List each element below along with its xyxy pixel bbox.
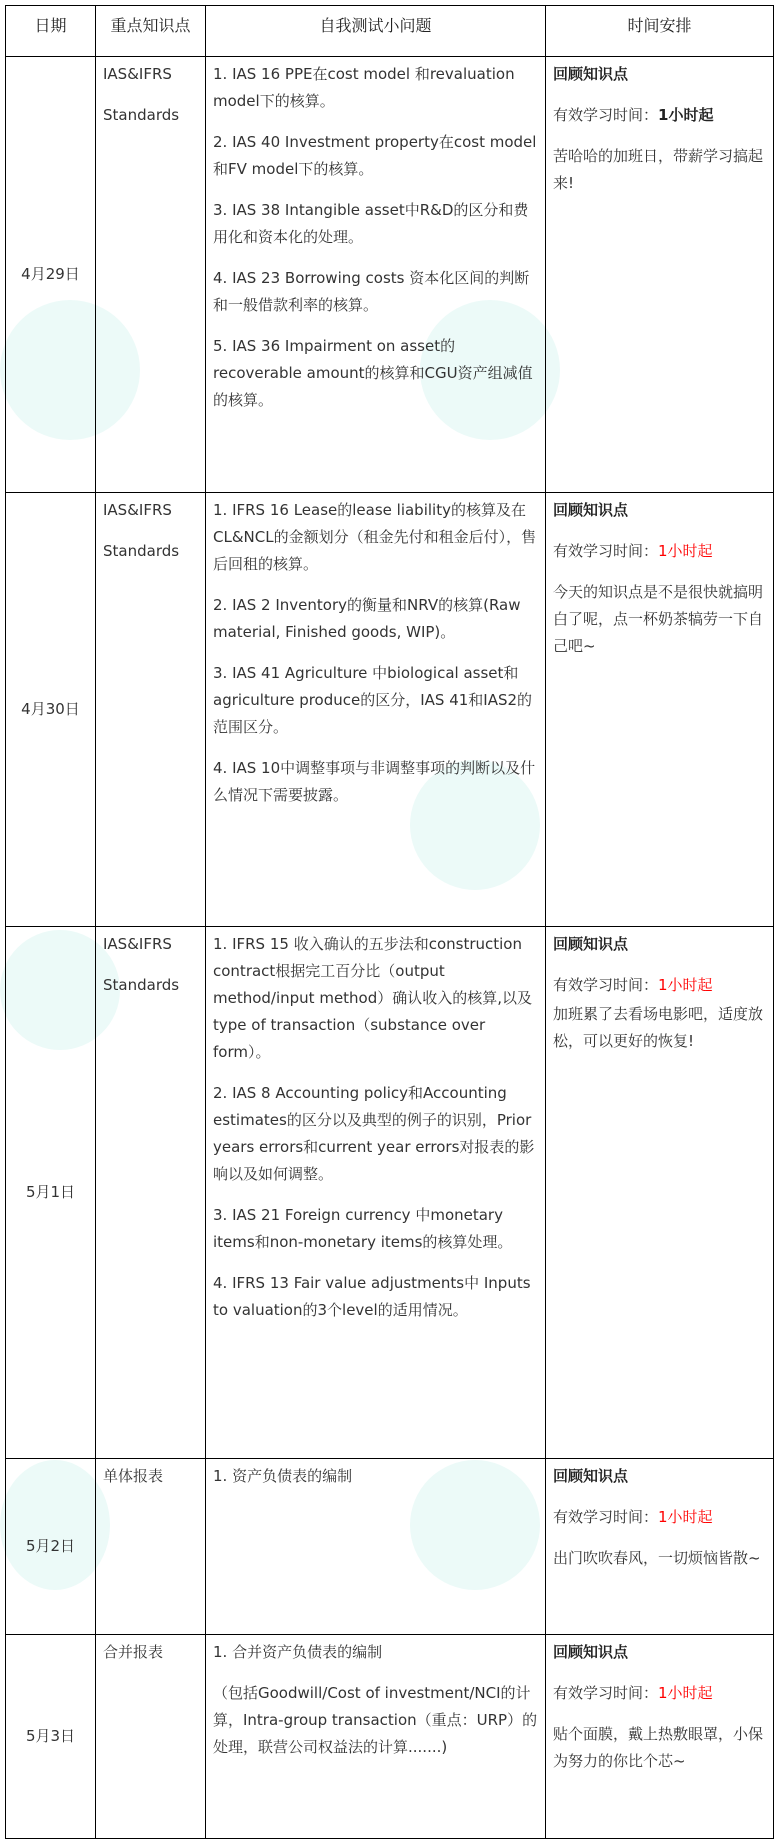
question-item: 1. IFRS 16 Lease的lease liability的核算及在CL&NCL的金额划分（租金先付和租金后付），售后回租的核算。	[213, 501, 537, 573]
date-cell	[6, 493, 96, 927]
table-row	[6, 927, 774, 1459]
schedule-cell	[546, 57, 774, 493]
date-cell	[6, 1459, 96, 1635]
topic-text: IAS&IFRS	[103, 65, 172, 83]
study-time-label: 有效学习时间：	[553, 1684, 659, 1702]
questions-cell	[206, 57, 546, 493]
questions-cell	[206, 1635, 546, 1839]
study-time-label: 有效学习时间：	[553, 106, 659, 124]
review-title: 回顾知识点	[553, 935, 629, 953]
study-time-line	[553, 1504, 766, 1531]
study-time-line	[553, 102, 766, 129]
encouragement-note: 今天的知识点是不是很快就搞明白了呢，点一杯奶茶犒劳一下自己吧~	[553, 583, 764, 655]
questions-cell	[206, 927, 546, 1459]
study-time-label: 有效学习时间：	[553, 1508, 659, 1526]
study-time-line	[553, 1680, 766, 1707]
table-row	[6, 493, 774, 927]
study-time-value: 1小时起	[658, 976, 713, 994]
question-item: 3. IAS 41 Agriculture 中biological asset和agriculture produce的区分，IAS 41和IAS2的范围区分。	[213, 664, 533, 736]
topic-cell	[96, 1459, 206, 1635]
question-item: 4. IAS 10中调整事项与非调整事项的判断以及什么情况下需要披露。	[213, 759, 536, 804]
topic-text: Standards	[103, 106, 180, 124]
review-title: 回顾知识点	[553, 1643, 629, 1661]
table-row	[6, 1459, 774, 1635]
header-schedule: 时间安排	[546, 6, 774, 57]
date-cell	[6, 927, 96, 1459]
topic-cell	[96, 1635, 206, 1839]
header-topic: 重点知识点	[96, 6, 206, 57]
question-item: 1. 合并资产负债表的编制	[213, 1643, 383, 1661]
question-item: 2. IAS 2 Inventory的衡量和NRV的核算(Raw material, Finished goods, WIP)。	[213, 596, 521, 641]
date-cell	[6, 1635, 96, 1839]
question-item: 1. IFRS 15 收入确认的五步法和construction contract根据完工百分比（output method/input method）确认收入的核算,以及type of transaction（substance over form）。	[213, 935, 533, 1061]
review-title: 回顾知识点	[553, 1467, 629, 1485]
schedule-cell	[546, 1635, 774, 1839]
topic-cell	[96, 493, 206, 927]
encouragement-note: 苦哈哈的加班日，带薪学习搞起来!	[553, 147, 764, 192]
question-item: 2. IAS 40 Investment property在cost model和FV model下的核算。	[213, 133, 537, 178]
encouragement-note: 加班累了去看场电影吧，适度放松，可以更好的恢复!	[553, 1005, 764, 1050]
schedule-cell	[546, 1459, 774, 1635]
study-time-value: 1小时起	[658, 1508, 713, 1526]
review-title: 回顾知识点	[553, 501, 629, 519]
question-item: 3. IAS 21 Foreign currency 中monetary items和non-monetary items的核算处理。	[213, 1206, 513, 1251]
topic-text: Standards	[103, 976, 180, 994]
topic-text: 单体报表	[103, 1467, 164, 1485]
topic-text: 合并报表	[103, 1643, 164, 1661]
topic-cell	[96, 927, 206, 1459]
question-item: 1. 资产负债表的编制	[213, 1467, 353, 1485]
schedule-cell	[546, 927, 774, 1459]
table-header-row	[6, 6, 774, 57]
encouragement-note: 贴个面膜，戴上热敷眼罩，小保为努力的你比个芯~	[553, 1725, 764, 1770]
study-plan-table	[5, 5, 774, 1839]
question-item: 5. IAS 36 Impairment on asset的recoverable amount的核算和CGU资产组减值的核算。	[213, 337, 533, 409]
date-cell	[6, 57, 96, 493]
date-text: 4月30日	[21, 700, 80, 718]
date-text: 5月3日	[25, 1727, 76, 1745]
encouragement-note: 出门吹吹春风，一切烦恼皆散~	[553, 1549, 761, 1567]
study-time-label: 有效学习时间：	[553, 542, 659, 560]
question-item: （包括Goodwill/Cost of investment/NCI的计算，Intra-group transaction（重点：URP）的处理，联营公司权益法的计算.......)	[213, 1684, 538, 1756]
question-item: 4. IFRS 13 Fair value adjustments中 Inputs to valuation的3个level的适用情况。	[213, 1274, 531, 1319]
date-text: 5月2日	[25, 1537, 76, 1555]
table-row	[6, 1635, 774, 1839]
schedule-cell	[546, 493, 774, 927]
study-time-value: 1小时起	[658, 542, 713, 560]
topic-text: Standards	[103, 542, 180, 560]
question-item: 2. IAS 8 Accounting policy和Accounting estimates的区分以及典型的例子的识别，Prior years errors和current year errors对报表的影响以及如何调整。	[213, 1084, 535, 1183]
study-time-label: 有效学习时间：	[553, 976, 659, 994]
topic-cell	[96, 57, 206, 493]
date-text: 5月1日	[25, 1183, 76, 1201]
topic-text: IAS&IFRS	[103, 935, 172, 953]
question-item: 3. IAS 38 Intangible asset中R&D的区分和费用化和资本化的处理。	[213, 201, 529, 246]
questions-cell	[206, 493, 546, 927]
study-time-line	[553, 538, 766, 565]
table-row	[6, 57, 774, 493]
question-item: 1. IAS 16 PPE在cost model 和revaluation model下的核算。	[213, 65, 515, 110]
study-time-line	[553, 972, 766, 999]
study-time-value: 1小时起	[658, 106, 714, 124]
topic-text: IAS&IFRS	[103, 501, 172, 519]
review-title: 回顾知识点	[553, 65, 629, 83]
question-item: 4. IAS 23 Borrowing costs 资本化区间的判断和一般借款利率的核算。	[213, 269, 530, 314]
header-questions: 自我测试小问题	[206, 6, 546, 57]
date-text: 4月29日	[21, 265, 80, 283]
study-time-value: 1小时起	[658, 1684, 713, 1702]
header-date: 日期	[6, 6, 96, 57]
questions-cell	[206, 1459, 546, 1635]
